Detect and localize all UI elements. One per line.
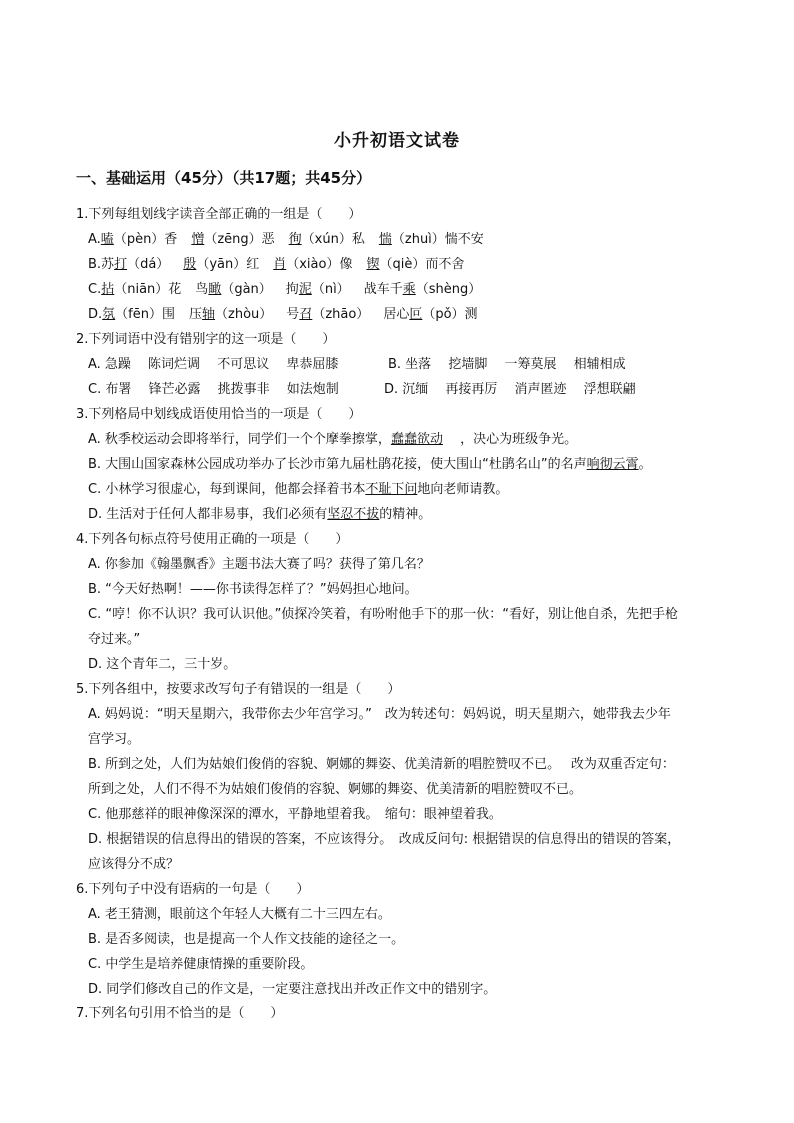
- question-3-stem: 3.下列格局中划线成语使用恰当的一项是（ ）: [76, 407, 362, 422]
- page-title: 小升初语文试卷: [334, 131, 460, 151]
- question-5-option-b-line2: 所到之处，人们不得不为姑娘们俊俏的容貌、婀娜的舞姿、优美清新的唱腔赞叹不已。: [88, 782, 583, 797]
- question-7-stem: 7.下列名句引用不恰当的是（ ）: [76, 1006, 284, 1021]
- section-heading: 一、基础运用（45分）（共17题；共45分）: [76, 169, 372, 187]
- question-5-option-a-line2: 宫学习。: [88, 732, 141, 747]
- question-1-option-c: C.拈（niān）花 鸟瞰（gàn） 拘泥（nì） 战车千乘（shèng）: [88, 282, 482, 297]
- question-5-option-d-line1: D. 根据错误的信息得出的错误的答案，不应该得分。 改成反问句: 根据错误的信息得出的错误的答案，: [88, 832, 681, 847]
- question-4-option-c-line2: 夺过来。”: [88, 632, 141, 647]
- question-4-option-d: D. 这个青年二，三十岁。: [88, 657, 237, 672]
- question-5-stem: 5.下列各组中，按要求改写句子有错误的一组是（ ）: [76, 682, 401, 697]
- question-3-option-b: B. 大围山国家森林公园成功举办了长沙市第九届杜鹃花接，使大围山“杜鹃名山”的名声响彻云霄。: [88, 457, 652, 472]
- question-5-option-d-line2: 应该得分不成？: [88, 857, 180, 872]
- question-1-option-d: D.氛（fēn）围 压轴（zhòu） 号召（zhāo） 居心叵（pǒ）测: [88, 307, 478, 322]
- question-1-option-a: A.嗑（pèn）香 憎（zēng）恶 徇（xún）私 惴（zhuì）惴不安: [88, 232, 484, 247]
- question-4-stem: 4.下列各句标点符号使用正确的一项是（ ）: [76, 532, 349, 547]
- question-4-option-a: A. 你参加《翰墨飘香》主题书法大赛了吗？获得了第几名？: [88, 557, 430, 572]
- question-6-stem: 6.下列句子中没有语病的一句是（ ）: [76, 882, 310, 897]
- question-5-option-c: C. 他那慈祥的眼神像深深的潭水，平静地望着我。 缩句：眼神望着我。: [88, 807, 502, 822]
- question-5-option-b-line1: B. 所到之处，人们为姑娘们俊俏的容貌、婀娜的舞姿、优美清新的唱腔赞叹不已。 改为双重否定句：: [88, 757, 675, 772]
- question-2-stem: 2.下列词语中没有错别字的这一项是（ ）: [76, 332, 336, 347]
- question-4-option-c-line1: C. “哼！你不认识？我可认识他。”侦探冷笑着，有吩咐他手下的那一伙：“看好，别让他自杀，先把手枪: [88, 607, 679, 622]
- question-6-option-b: B. 是否多阅读，也是提高一个人作文技能的途径之一。: [88, 932, 405, 947]
- question-3-option-d: D. 生活对于任何人都非易事，我们必须有坚忍不拔的精神。: [88, 507, 432, 522]
- question-1-stem: 1.下列每组划线字读音全部正确的一组是（ ）: [76, 207, 362, 222]
- question-3-option-c: C. 小林学习很虚心，每到课间，他都会择着书本不耻下问地向老师请教。: [88, 482, 509, 497]
- question-2-option-a: A. 急躁 陈词烂调 不可思议 卑恭屈膝: [88, 357, 339, 372]
- question-6-option-a: A. 老王猜测，眼前这个年轻人大概有二十三四左右。: [88, 907, 391, 922]
- question-2-option-c: C. 布署 锋芒必露 挑拨事非 如法炮制: [88, 382, 339, 397]
- question-3-option-a: A. 秋季校运动会即将举行，同学们一个个摩拳擦掌，蠢蠢欲动 ，决心为班级争光。: [88, 432, 578, 447]
- question-2-option-d: D. 沉缅 再接再厉 消声匿迹 浮想联翩: [384, 382, 636, 397]
- question-1-option-b: B.苏打（dá） 殷（yān）红 肖（xiào）像 锲（qiè）而不舍: [88, 257, 465, 272]
- question-6-option-d: D. 同学们修改自己的作文是，一定要注意找出并改正作文中的错别字。: [88, 982, 497, 997]
- question-5-option-a-line1: A. 妈妈说：“明天星期六，我带你去少年宫学习。” 改为转述句：妈妈说，明天星期六，她带我去少年: [88, 707, 671, 722]
- question-2-option-b: B. 坐落 挖墙脚 一筹莫展 相辅相成: [388, 357, 626, 372]
- question-6-option-c: C. 中学生是培养健康情操的重要阶段。: [88, 957, 314, 972]
- question-4-option-b: B. “今天好热啊！——你书读得怎样了？”妈妈担心地问。: [88, 582, 418, 597]
